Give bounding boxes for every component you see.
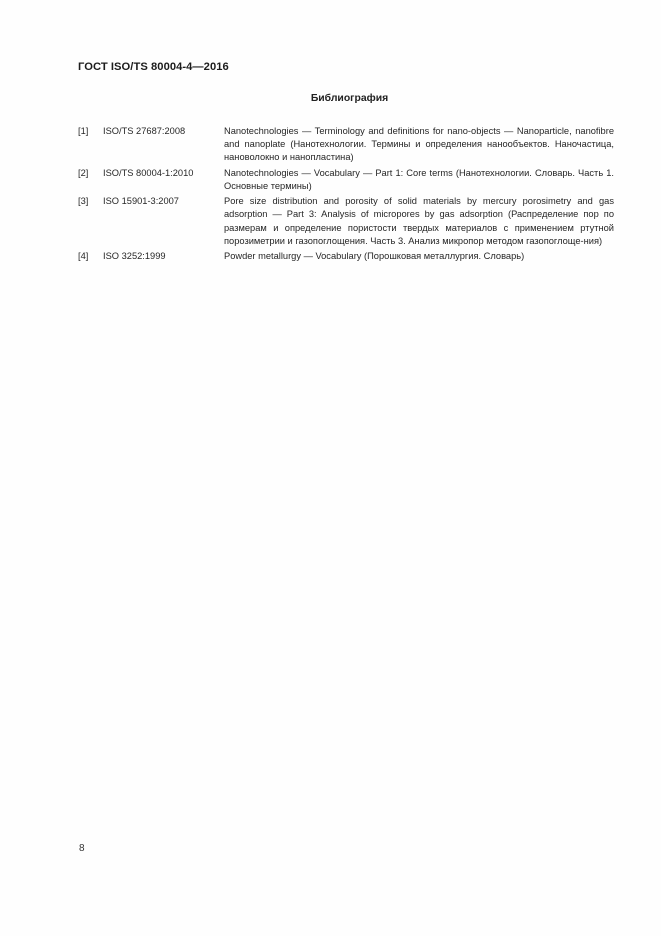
entry-description: Nanotechnologies — Vocabulary — Part 1: Core terms (Нанотехнологии. Словарь. Часть 1. Основные термины) (224, 167, 614, 191)
entry-standard-code: ISO/TS 80004-1:2010 (103, 167, 194, 178)
entry-number: [1] (78, 126, 89, 136)
entry-description: Powder metallurgy — Vocabulary (Порошковая металлургия. Словарь) (224, 251, 525, 262)
entry-number: [2] (78, 167, 89, 178)
entry-standard-code: ISO/TS 27687:2008 (103, 126, 186, 136)
bibliography-entry (78, 195, 614, 248)
bibliography-entry (78, 125, 614, 165)
entry-standard-code: ISO 3252:1999 (103, 251, 166, 262)
entry-description: Nanotechnologies — Terminology and definitions for nano-objects — Nanoparticle, nanofibre and nanoplate (Нанотехнологии. Термины и определения нанообъектов. Наночастица, нановолокно и нанопластина) (224, 126, 614, 163)
document-header: ГОСТ ISO/TS 80004-4—2016 (78, 61, 229, 73)
entry-number: [4] (78, 251, 89, 262)
bibliography-entry (78, 167, 614, 193)
entry-number: [3] (78, 196, 89, 207)
bibliography-entry (78, 250, 614, 263)
section-title: Библиография (310, 93, 389, 104)
entry-description: Pore size distribution and porosity of solid materials by mercury porosimetry and gas adsorption — Part 3: Analysis of micropores by gas adsorption (Распределение пор по размерам и определение пористости твердых материалов с применением ртутной порозиметрии и газопоглощения. Часть 3. Анализ микропор методом газопоглоще-ния) (224, 196, 614, 246)
bibliography-list (78, 125, 614, 265)
entry-standard-code: ISO 15901-3:2007 (103, 196, 179, 207)
page-number: 8 (79, 843, 85, 854)
